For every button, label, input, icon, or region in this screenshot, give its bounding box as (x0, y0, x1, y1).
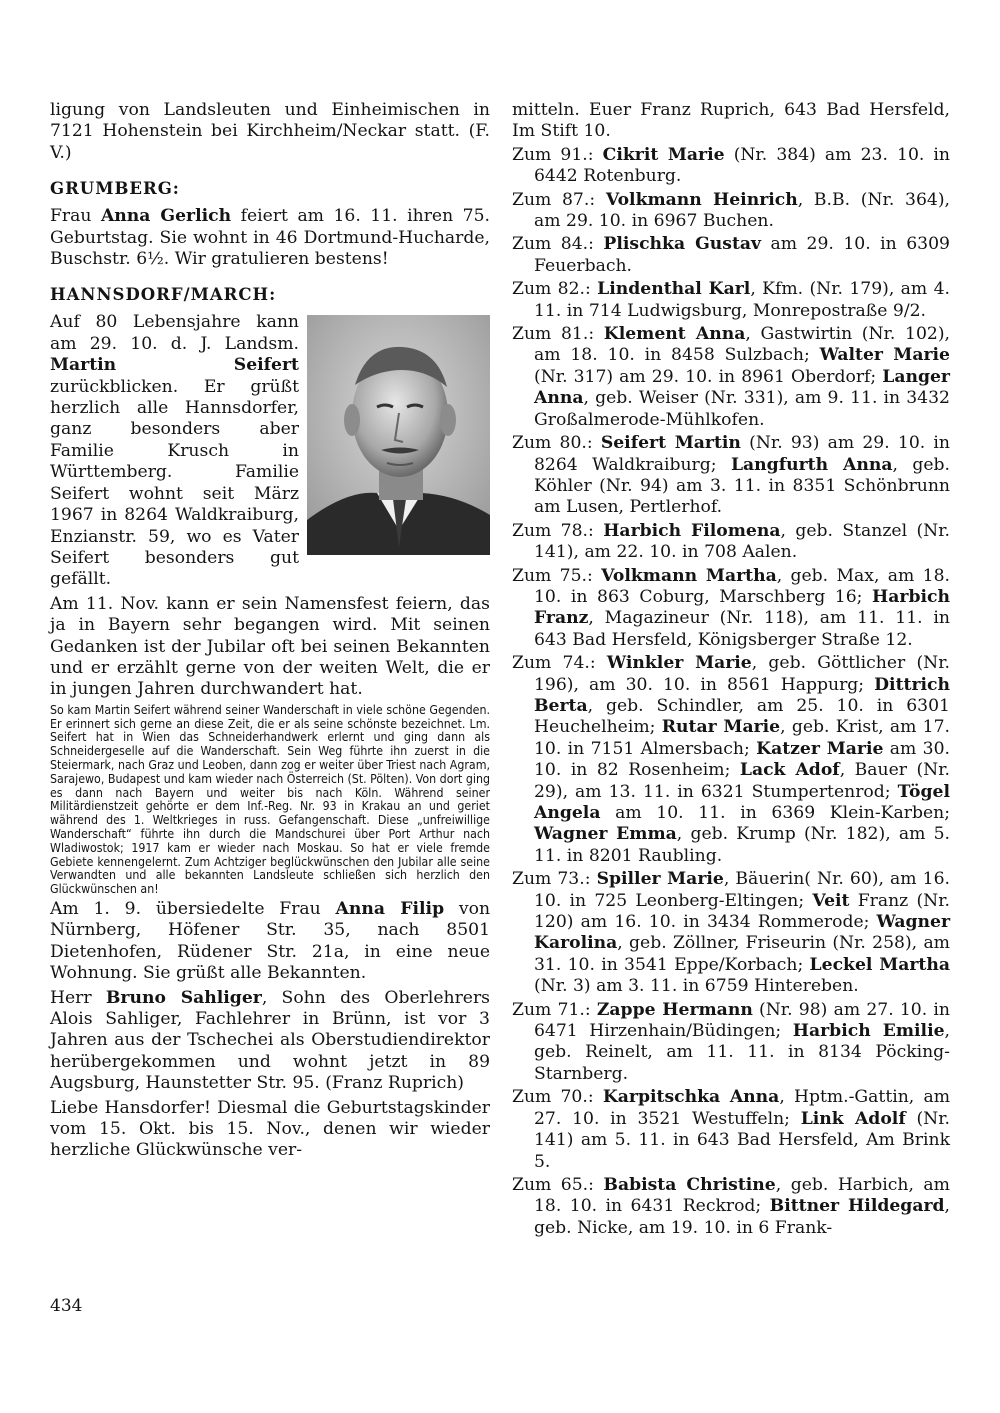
section-heading-grumberg: GRUMBERG: (50, 179, 180, 199)
birthday-entry-82: Zum 82.: Lindenthal Karl, Kfm. (Nr. 179), am 4. 11. in 714 Ludwigsburg, Monrepostraße 9/2. (512, 279, 950, 321)
birthday-entry-74: Zum 74.: Winkler Marie, geb. Göttlicher (Nr. 196), am 30. 10. in 8561 Happurg; Dittrich Berta, geb. Schindler, am 25. 10. in 6301 Heuchelheim; Rutar Marie, geb. Krist, am 17. 10. in 7151 Almersbach; Katzer Marie am 30. 10. in 82 Rosenheim; Lack Adof, Bauer (Nr. 29), am 13. 11. in 6321 Stumpertenrod; Tögel Angela am 10. 11. in 6369 Klein-Karben; Wagner Emma, geb. Krump (Nr. 182), am 5. 11. in 8201 Raubling. (512, 653, 951, 866)
right-intro: mitteln. Euer Franz Ruprich, 643 Bad Hersfeld, Im Stift 10. (512, 100, 950, 142)
person-name: Anna Gerlich (100, 206, 232, 227)
biography-smallprint: So kam Martin Seifert während seiner Wanderschaft in viele schöne Gegenden. Er erinnert sich gerne an diese Zeit, die er als seine schönste bezeichnet. Lm. Seifert hat in Wien das Schneiderhandwerk erlernt und ging dann als Schneidergeselle auf die Wanderschaft. Sein Weg führte ihn zuerst in die Steiermark, nach Graz und Leoben, dann zog er weiter über Triest nach Agram, Sarajewo, Budapest und kam wieder nach Österreich (St. Pölten). Von dort ging es dann nach Bayern und weiter bis nach Köln. Während seiner Militärdienstzeit gehörte er dem Inf.-Reg. Nr. 93 in Krakau an und geriet während des 1. Weltkrieges in russ. Gefangenschaft. Diese „unfreiwillige Wanderschaft“ führte ihn durch die Mandschurei über Port Arthur nach Wladiwostok; 1917 kam er wieder nach Moskau. So hat er viele fremde Gebiete kennengelernt. Zum Achtziger beglückwünschen den Jubilar alle seine Verwandten und alle bekannten Landsleute schließen sich herzlich den Glückwünschen an! (50, 702, 490, 897)
grumberg-paragraph: Frau Anna Gerlich feiert am 16. 11. ihren 75. Geburtstag. Sie wohnt in 46 Dortmund-Hucharde, Buschstr. 6½. Wir gratulieren bestens! (50, 206, 490, 270)
birthday-entry-84: Zum 84.: Plischka Gustav am 29. 10. in 6309 Feuerbach. (512, 234, 950, 276)
sahliger-paragraph: Herr Bruno Sahliger, Sohn des Oberlehrers Alois Sahliger, Fachlehrer in Brünn, ist vor 3 Jahren aus der Tschechei als Oberstudiendirektor herübergekommen und wohnt jetzt in 89 Augsburg, Haunstetter Str. 95. (Franz Ruprich) (50, 987, 490, 1094)
person-name: Anna Filip (335, 898, 445, 919)
birthday-entry-70: Zum 70.: Karpitschka Anna, Hptm.-Gattin, am 27. 10. in 3521 Westuffeln; Link Adolf (Nr. 141) am 5. 11. in 643 Bad Hersfeld, Am Brink 5. (512, 1087, 951, 1172)
portrait-image (307, 315, 490, 555)
intro-paragraph: ligung von Landsleuten und Einheimischen in 7121 Hohenstein bei Kirchheim/Neckar statt. (F. V.) (50, 100, 490, 163)
birthday-entry-87: Zum 87.: Volkmann Heinrich, B.B. (Nr. 364), am 29. 10. in 6967 Buchen. (512, 189, 950, 232)
hannsdorf-paragraph: Auf 80 Lebensjahre kann am 29. 10. d. J. Landsm. Martin Seifert zurückblicken. Er grüßt herzlich alle Hannsdorfer, ganz besonders aber Familie Krusch in Württemberg. Familie Seifert wohnt seit März 1967 in 8264 Waldkraiburg, Enzianstr. 59, wo es Vater Seifert besonders gut gefällt. (50, 312, 299, 590)
closing-paragraph: Liebe Hansdorfer! Diesmal die Geburtstagskinder vom 15. Okt. bis 15. Nov., denen wir wieder herzliche Glückwünsche ver- (50, 1097, 490, 1161)
left-column (50, 100, 490, 1165)
birthday-entry-80: Zum 80.: Seifert Martin (Nr. 93) am 29. 10. in 8264 Waldkraiburg; Langfurth Anna, geb. Köhler (Nr. 94) am 3. 11. in 8351 Schönbrunn am Lusen, Pertlerhof. (512, 433, 950, 518)
person-name: Martin Seifert (50, 355, 299, 376)
section-heading-hannsdorf: HANNSDORF/MARCH: (50, 285, 277, 305)
birthday-entry-75: Zum 75.: Volkmann Martha, geb. Max, am 18. 10. in 863 Coburg, Marschberg 16; Harbich Franz, Magazineur (Nr. 118), am 11. 11. in 643 Bad Hersfeld, Königsberger Straße 12. (512, 565, 950, 650)
birthday-entry-91: Zum 91.: Cikrit Marie (Nr. 384) am 23. 10. in 6442 Rotenburg. (512, 144, 951, 187)
page-number: 434 (50, 1296, 83, 1316)
birthday-entry-65: Zum 65.: Babista Christine, geb. Harbich, am 18. 10. in 6431 Reckrod; Bittner Hildegard, geb. Nicke, am 19. 10. in 6 Frank- (512, 1174, 950, 1238)
birthday-entry-71: Zum 71.: Zappe Hermann (Nr. 98) am 27. 10. in 6471 Hirzenhain/Büdingen; Harbich Emilie, geb. Reinelt, am 11. 11. in 8134 Pöcking-Starnberg. (512, 999, 950, 1084)
birthday-entry-78: Zum 78.: Harbich Filomena, geb. Stanzel (Nr. 141), am 22. 10. in 708 Aalen. (512, 520, 950, 563)
birthday-entry-73: Zum 73.: Spiller Marie, Bäuerin( Nr. 60), am 16. 10. in 725 Leonberg-Eltingen; Veit Franz (Nr. 120) am 16. 10. in 3434 Rommerode; Wagner Karolina, geb. Zöllner, Friseurin (Nr. 258), am 31. 10. in 3541 Eppe/Korbach; Leckel Martha (Nr. 3) am 3. 11. in 6759 Hintereben. (512, 869, 950, 997)
birthday-entry-81: Zum 81.: Klement Anna, Gastwirtin (Nr. 102), am 18. 10. in 8458 Sulzbach; Walter Marie (Nr. 317) am 29. 10. in 8961 Oberdorf; Langer Anna, geb. Weiser (Nr. 331), am 9. 11. in 3432 Großalmerode-Mühlkofen. (512, 324, 950, 430)
right-column (512, 100, 950, 1241)
portrait-photo (307, 315, 490, 560)
person-name: Bruno Sahliger (105, 987, 262, 1008)
filip-paragraph: Am 1. 9. übersiedelte Frau Anna Filip von Nürnberg, Höfener Str. 35, nach 8501 Dietenhofen, Rüdener Str. 21a, in eine neue Wohnung. Sie grüßt alle Bekannten. (50, 898, 491, 984)
namensfest-paragraph: Am 11. Nov. kann er sein Namensfest feiern, das ja in Bayern sehr begangen wird. Mit seinen Gedanken ist der Jubilar oft bei seinen Bekannten und er erzählt gerne von der weiten Welt, die er in jungen Jahren durchwandert hat. (50, 593, 490, 700)
